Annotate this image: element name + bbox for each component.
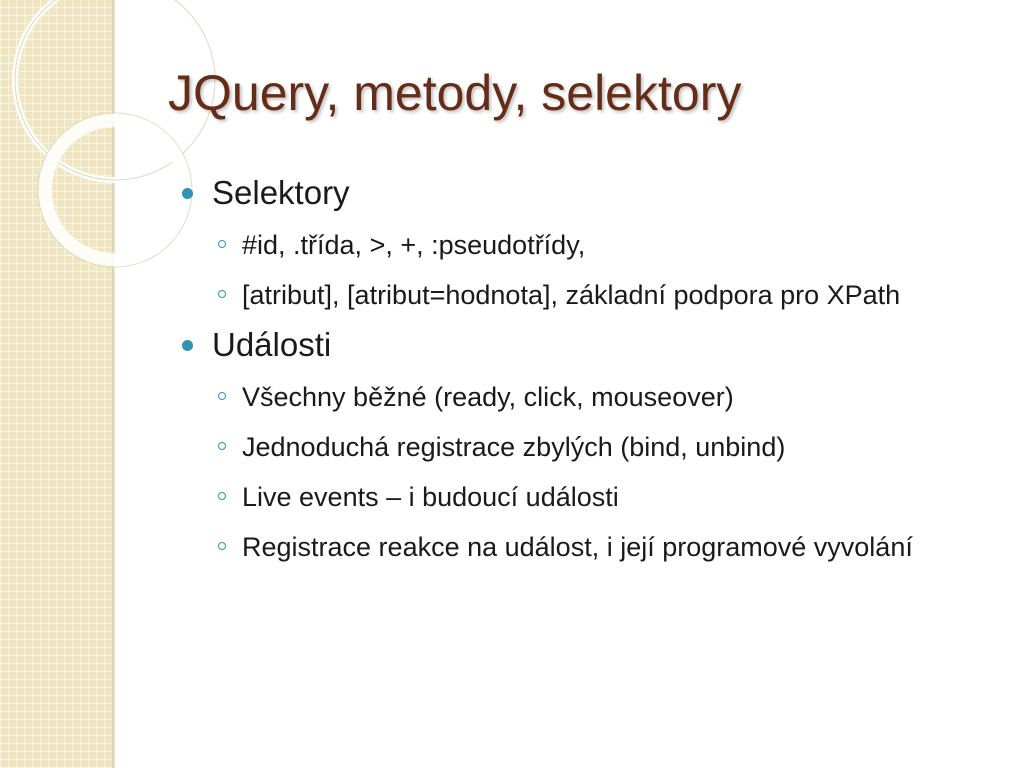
sub-bullet-text: Jednoduchá registrace zbylých (bind, unbind) — [242, 432, 786, 462]
sub-bullet-text: Live events – i budoucí události — [242, 482, 619, 512]
ring-bullet-icon — [218, 392, 226, 400]
section-udalosti — [180, 324, 1000, 568]
bullet-dot-icon — [182, 340, 193, 351]
section-selektory — [180, 172, 1000, 316]
sub-bullet-item — [180, 274, 1000, 316]
sub-bullet-text: Všechny běžné (ready, click, mouseover) — [242, 382, 734, 412]
sub-bullet-item — [180, 426, 1000, 468]
slide-content — [180, 172, 1000, 576]
sub-bullet-item — [180, 376, 1000, 418]
sub-bullet-item — [180, 224, 1000, 266]
slide-title: JQuery, metody, selektory — [168, 65, 742, 121]
sub-bullet-item — [180, 476, 1000, 518]
sub-bullet-text: Registrace reakce na událost, i její programové vyvolání — [242, 532, 913, 562]
bullet-dot-icon — [182, 188, 193, 199]
sub-bullet-text: [atribut], [atribut=hodnota], základní podpora pro XPath — [242, 280, 901, 310]
ring-bullet-icon — [218, 240, 226, 248]
ring-bullet-icon — [218, 290, 226, 298]
bullet-heading-text: Události — [212, 326, 332, 363]
ring-bullet-icon — [218, 542, 226, 550]
sub-bullet-item — [180, 526, 1000, 568]
ring-bullet-icon — [218, 492, 226, 500]
bullet-heading — [180, 172, 1000, 214]
ring-bullet-icon — [218, 442, 226, 450]
bullet-heading — [180, 324, 1000, 366]
sub-bullet-text: #id, .třída, >, +, :pseudotřídy, — [242, 230, 586, 260]
bullet-heading-text: Selektory — [212, 174, 350, 211]
